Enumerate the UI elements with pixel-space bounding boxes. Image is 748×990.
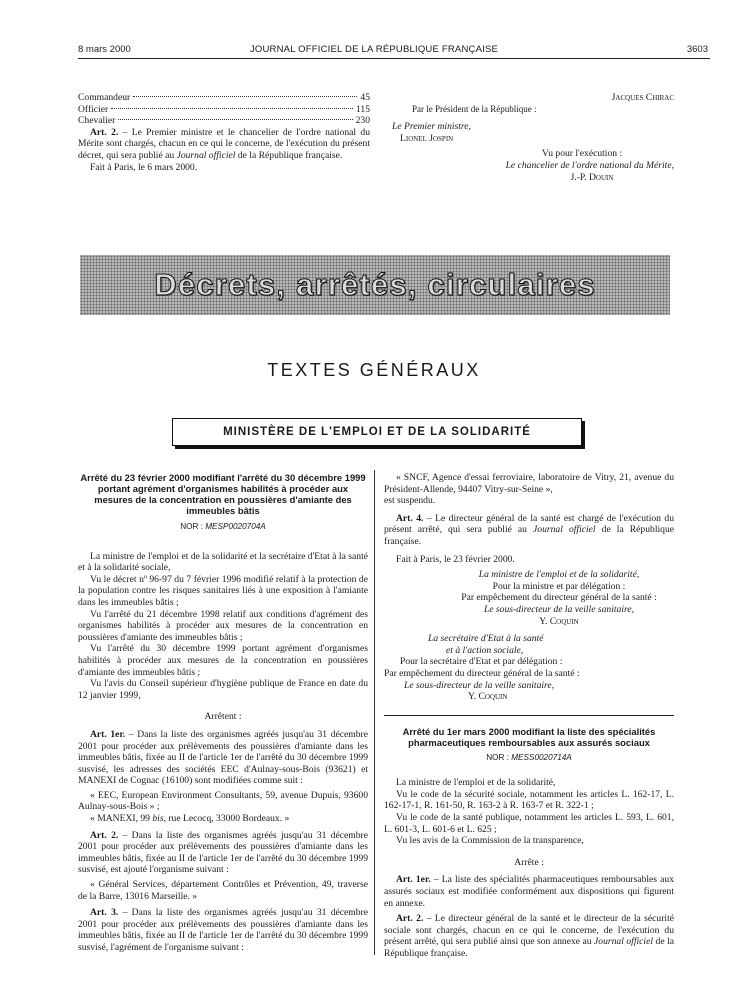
- section-title: TEXTES GÉNÉRAUX: [267, 360, 481, 380]
- vu-pour-execution: Vu pour l'exécution :: [541, 148, 623, 160]
- band-title: Décrets, arrêtés, circulaires: [154, 267, 596, 302]
- signatory-name: Y. Coquin: [539, 615, 579, 627]
- arrete-1-title: Arrêté du 23 février 2000 modifiant l'arrêté du 30 décembre 1999 portant agrément d'organismes habilités à procéder aux mesures de la concentration en poussières d'amiante des immeubles bâtis: [80, 472, 366, 516]
- header-page-number: 3603: [686, 44, 708, 55]
- header-date: 8 mars 2000: [78, 44, 131, 55]
- signatures-block-1: [384, 569, 674, 627]
- arrete-1-visa: Vu l'avis du Conseil supérieur d'hygiène publique de France en date du 12 janvier 1999,: [78, 678, 368, 701]
- arrete-1-visa: Vu le décret nº 96-97 du 7 février 1996 modifié relatif à la protection de la population contre les risques sanitaires liés à une exposition à l'amiante dans les immeubles bâtis ;: [78, 573, 368, 608]
- signature-line: Par empêchement du directeur général de la santé :: [461, 592, 657, 604]
- signature-line: Par empêchement du directeur général de la santé :: [384, 667, 580, 679]
- address-quote: « MANEXI, 99 bis, rue Lecocq, 33000 Bordeaux. »: [90, 813, 290, 825]
- signature-line: et à l'action sociale,: [446, 644, 524, 656]
- signature-line: Pour la ministre et par délégation :: [492, 580, 626, 592]
- signatory-name: Y. Coquin: [468, 691, 508, 703]
- grade-row: [78, 92, 370, 104]
- arrete-1-article-2: Art. 2. – Dans la liste des organismes agréés jusqu'au 31 décembre 2001 pour procéder aux prélèvements des poussières d'amiante dans les immeubles bâtis, fixée au II de l'article 1er de l'arrêté du 30 décembre 1999 susvisé, est ajouté l'organisme suivant :: [78, 829, 369, 876]
- fait-a-paris: Fait à Paris, le 6 mars 2000.: [90, 161, 198, 173]
- signature-line: Le sous-directeur de la veille sanitaire,: [404, 679, 555, 691]
- decree-conclusion: [78, 92, 370, 173]
- grade-label: Chevalier: [78, 115, 116, 127]
- suspension-text: est suspendu.: [384, 495, 436, 507]
- address-quote: « EEC, European Environment Consultants, 59, avenue Dupuis, 93600 Aulnay-sous-Bois » ;: [78, 789, 368, 813]
- address-quote: « SNCF, Agence d'essai ferroviaire, laboratoire de Vitry, 21, avenue du Président-Allende, 94407 Vitry-sur-Seine »,: [384, 472, 674, 495]
- arrete-1-left: [78, 472, 368, 954]
- arrete-2-article-2: Art. 2. – Le directeur général de la santé et le directeur de la sécurité sociale sont chargés, chacun en ce qui le concerne, de l'exécution du présent arrêté, qui sera publié ainsi que son annexe au Journal officiel de la République française.: [384, 913, 674, 959]
- article-2: Art. 2. – Le Premier ministre et le chancelier de l'ordre national du Mérite sont chargés, chacun en ce qui le concerne, de l'exécution du présent décret, qui sera publié au Journal officiel de la République française.: [78, 126, 370, 161]
- arrete-1-preamble: La ministre de l'emploi et de la solidarité et la secrétaire d'Etat à la santé et à la solidarité sociale,: [78, 550, 368, 574]
- arrete-1-nor: NOR : MESP0020704A: [180, 522, 266, 531]
- arrete-2-title: Arrêté du 1er mars 2000 modifiant la liste des spécialités pharmaceutiques remboursables aux assurés sociaux: [402, 725, 656, 748]
- arrete-1-article-1: Art. 1er. – Dans la liste des organismes agréés jusqu'au 31 décembre 2001 pour procéder aux prélèvements des poussières d'amiante dans les immeubles bâtis, fixée au II de l'article 1er de l'arrêté du 30 décembre 1999 susvisé, les adresses des sociétés EEC d'Aulnay-sous-Bois (93621) et MANEXI de Cognac (16100) sont modifiées comme suit :: [78, 728, 368, 787]
- signer-name: Jacques Chirac: [611, 92, 674, 103]
- page-header: [0, 44, 748, 58]
- arrete-2-article-1: Art. 1er. – La liste des spécialités pharmaceutiques remboursables aux assurés sociaux est modifiée conformément aux dispositions qui figurent en annexe.: [384, 874, 674, 909]
- chancelier-title: Le chancelier de l'ordre national du Mérite,: [505, 159, 674, 171]
- section-band: [80, 255, 670, 315]
- column-divider: [374, 470, 375, 955]
- signature-line: Pour la secrétaire d'Etat et par délégation :: [400, 656, 563, 668]
- arrete-2-visa: Vu le code de la santé publique, notamment les articles L. 593, L. 601, L. 601-3, L. 601-6 et L. 625 ;: [384, 812, 674, 835]
- header-journal-title: JOURNAL OFFICIEL DE LA RÉPUBLIQUE FRANÇAISE: [249, 44, 499, 55]
- signature-line: La ministre de l'emploi et de la solidarité,: [478, 569, 640, 581]
- arretent: Arrêtent :: [204, 711, 242, 723]
- ministry-heading: MINISTÈRE DE L'EMPLOI ET DE LA SOLIDARITÉ: [172, 418, 582, 446]
- arrete-1-article-3: Art. 3. – Dans la liste des organismes agréés jusqu'au 31 décembre 2001 pour procéder aux prélèvements des poussières d'amiante dans les immeubles bâtis, fixée au II de l'article 1er de l'arrêté du 30 décembre 1999 susvisé, l'agrément de l'organisme suivant :: [78, 907, 369, 953]
- fait-a-paris: Fait à Paris, le 23 février 2000.: [396, 553, 515, 565]
- signature-line: Le sous-directeur de la veille sanitaire,: [483, 603, 635, 615]
- grade-row: [78, 115, 370, 127]
- premier-ministre-name: Lionel Jospin: [400, 132, 454, 144]
- grade-count: 115: [355, 103, 370, 115]
- arrete-2-visa: Vu les avis de la Commission de la transparence,: [396, 835, 584, 847]
- arrete-1-visa: Vu l'arrêté du 30 décembre 1999 portant agrément d'organismes habilités à procéder aux mesures de la concentration en poussières d'amiante des immeubles bâtis ;: [78, 643, 368, 678]
- chancelier-name: J.-P. Douin: [570, 171, 614, 183]
- arrete-2-visa: Vu le code de la sécurité sociale, notamment les articles L. 162-17, L. 162-17-1, R. 161-50, R. 163-2 à R. 163-7 et R. 322-1 ;: [384, 788, 674, 812]
- arrete-separator: [384, 715, 674, 716]
- signature-line: La secrétaire d'Etat à la santé: [428, 633, 544, 645]
- grade-row: [78, 104, 370, 116]
- grade-label: Commandeur: [78, 92, 131, 103]
- signatures-block-2: [384, 633, 674, 703]
- decree-signatures: [392, 92, 682, 183]
- premier-ministre-title: Le Premier ministre,: [392, 121, 471, 133]
- arrete-1-article-4: Art. 4. – Le directeur général de la santé est chargé de l'exécution du présent arrêté, qui sera publié au Journal officiel de la République française.: [384, 512, 675, 547]
- arrete-1-right: [384, 472, 674, 960]
- grade-count: 45: [360, 92, 370, 103]
- grade-count: 230: [355, 115, 370, 127]
- header-divider: [78, 58, 710, 59]
- arrete-1-visa: Vu l'arrêté du 21 décembre 1998 relatif aux conditions d'agrément des organismes habilités à procéder aux mesures de la concentration en poussières d'amiante des immeubles bâtis ;: [78, 608, 368, 643]
- arrete-2-nor: NOR : MESS0020714A: [486, 752, 572, 762]
- grade-label: Officier: [78, 103, 109, 115]
- arrete-2-preamble: La ministre de l'emploi et de la solidarité,: [396, 777, 556, 789]
- address-quote: « Général Services, département Contrôles et Prévention, 49, traverse de la Barre, 13016 Marseille. »: [78, 879, 368, 902]
- par-le-president: Par le Président de la République :: [412, 103, 537, 114]
- arrete: Arrête :: [514, 856, 544, 868]
